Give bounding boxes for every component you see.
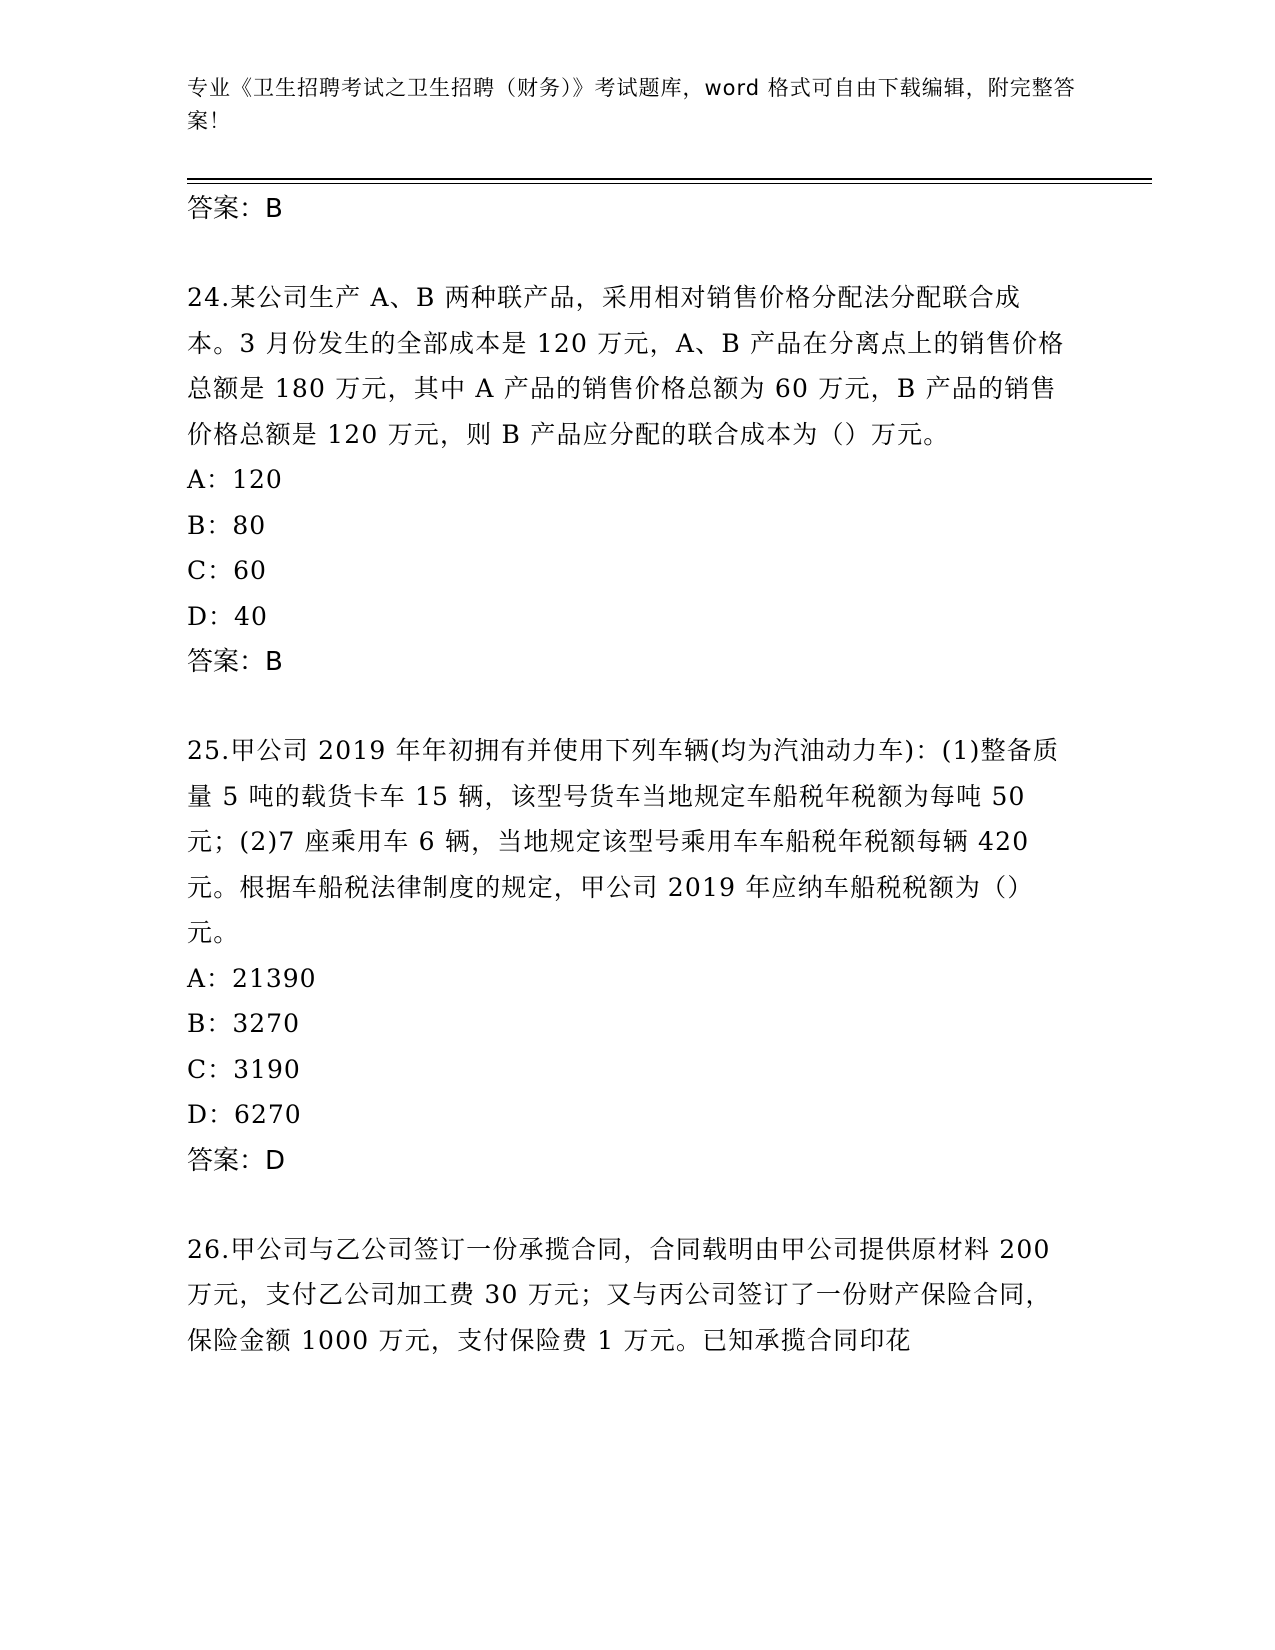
previous-answer: 答案：B — [187, 194, 283, 224]
question-25-option-c: C：3190 — [187, 1054, 301, 1084]
question-25-option-d: D：6270 — [187, 1100, 302, 1129]
question-24-option-a: A：120 — [187, 465, 283, 494]
document-body — [187, 186, 1087, 1363]
question-24-answer: 答案：B — [187, 647, 283, 677]
question-25-option-a: A：21390 — [187, 963, 317, 993]
question-25-text: 25.甲公司 2019 年年初拥有并使用下列车辆(均为汽油动力车)：(1)整备质量 5 吨的载货卡车 15 辆，该型号货车当地规定车船税年税额为每吨 50 元；(2)7 座乘用车 6 辆，当地规定该型号乘用车车船税年税额每辆 420 元。根据车船税法律制度的规定，甲公司 2019 年应纳车船税税额为（）元。 — [187, 736, 1060, 947]
question-24-text: 24.某公司生产 A、B 两种联产品，采用相对销售价格分配法分配联合成本。3 月份发生的全部成本是 120 万元，A、B 产品在分离点上的销售价格总额是 180 万元，其中 A 产品的销售价格总额为 60 万元，B 产品的销售价格总额是 120 万元，则 B 产品应分配的联合成本为（）万元。 — [187, 283, 1065, 449]
question-26-text: 26.甲公司与乙公司签订一份承揽合同，合同载明由甲公司提供原材料 200 万元，支付乙公司加工费 30 万元；又与丙公司签订了一份财产保险合同，保险金额 1000 万元，支付保险费 1 万元。已知承揽合同印花 — [187, 1234, 1052, 1355]
page-header: 专业《卫生招聘考试之卫生招聘（财务）》考试题库，word 格式可自由下载编辑，附完整答案！ — [187, 76, 1076, 133]
question-24-option-d: D：40 — [187, 601, 268, 631]
header-divider-thick — [187, 178, 1152, 180]
question-24-option-c: C：60 — [187, 556, 267, 585]
question-25-answer: 答案：D — [187, 1145, 286, 1176]
header-divider-thin — [187, 183, 1152, 184]
question-24-option-b: B：80 — [187, 510, 267, 540]
question-25-option-b: B：3270 — [187, 1009, 300, 1038]
